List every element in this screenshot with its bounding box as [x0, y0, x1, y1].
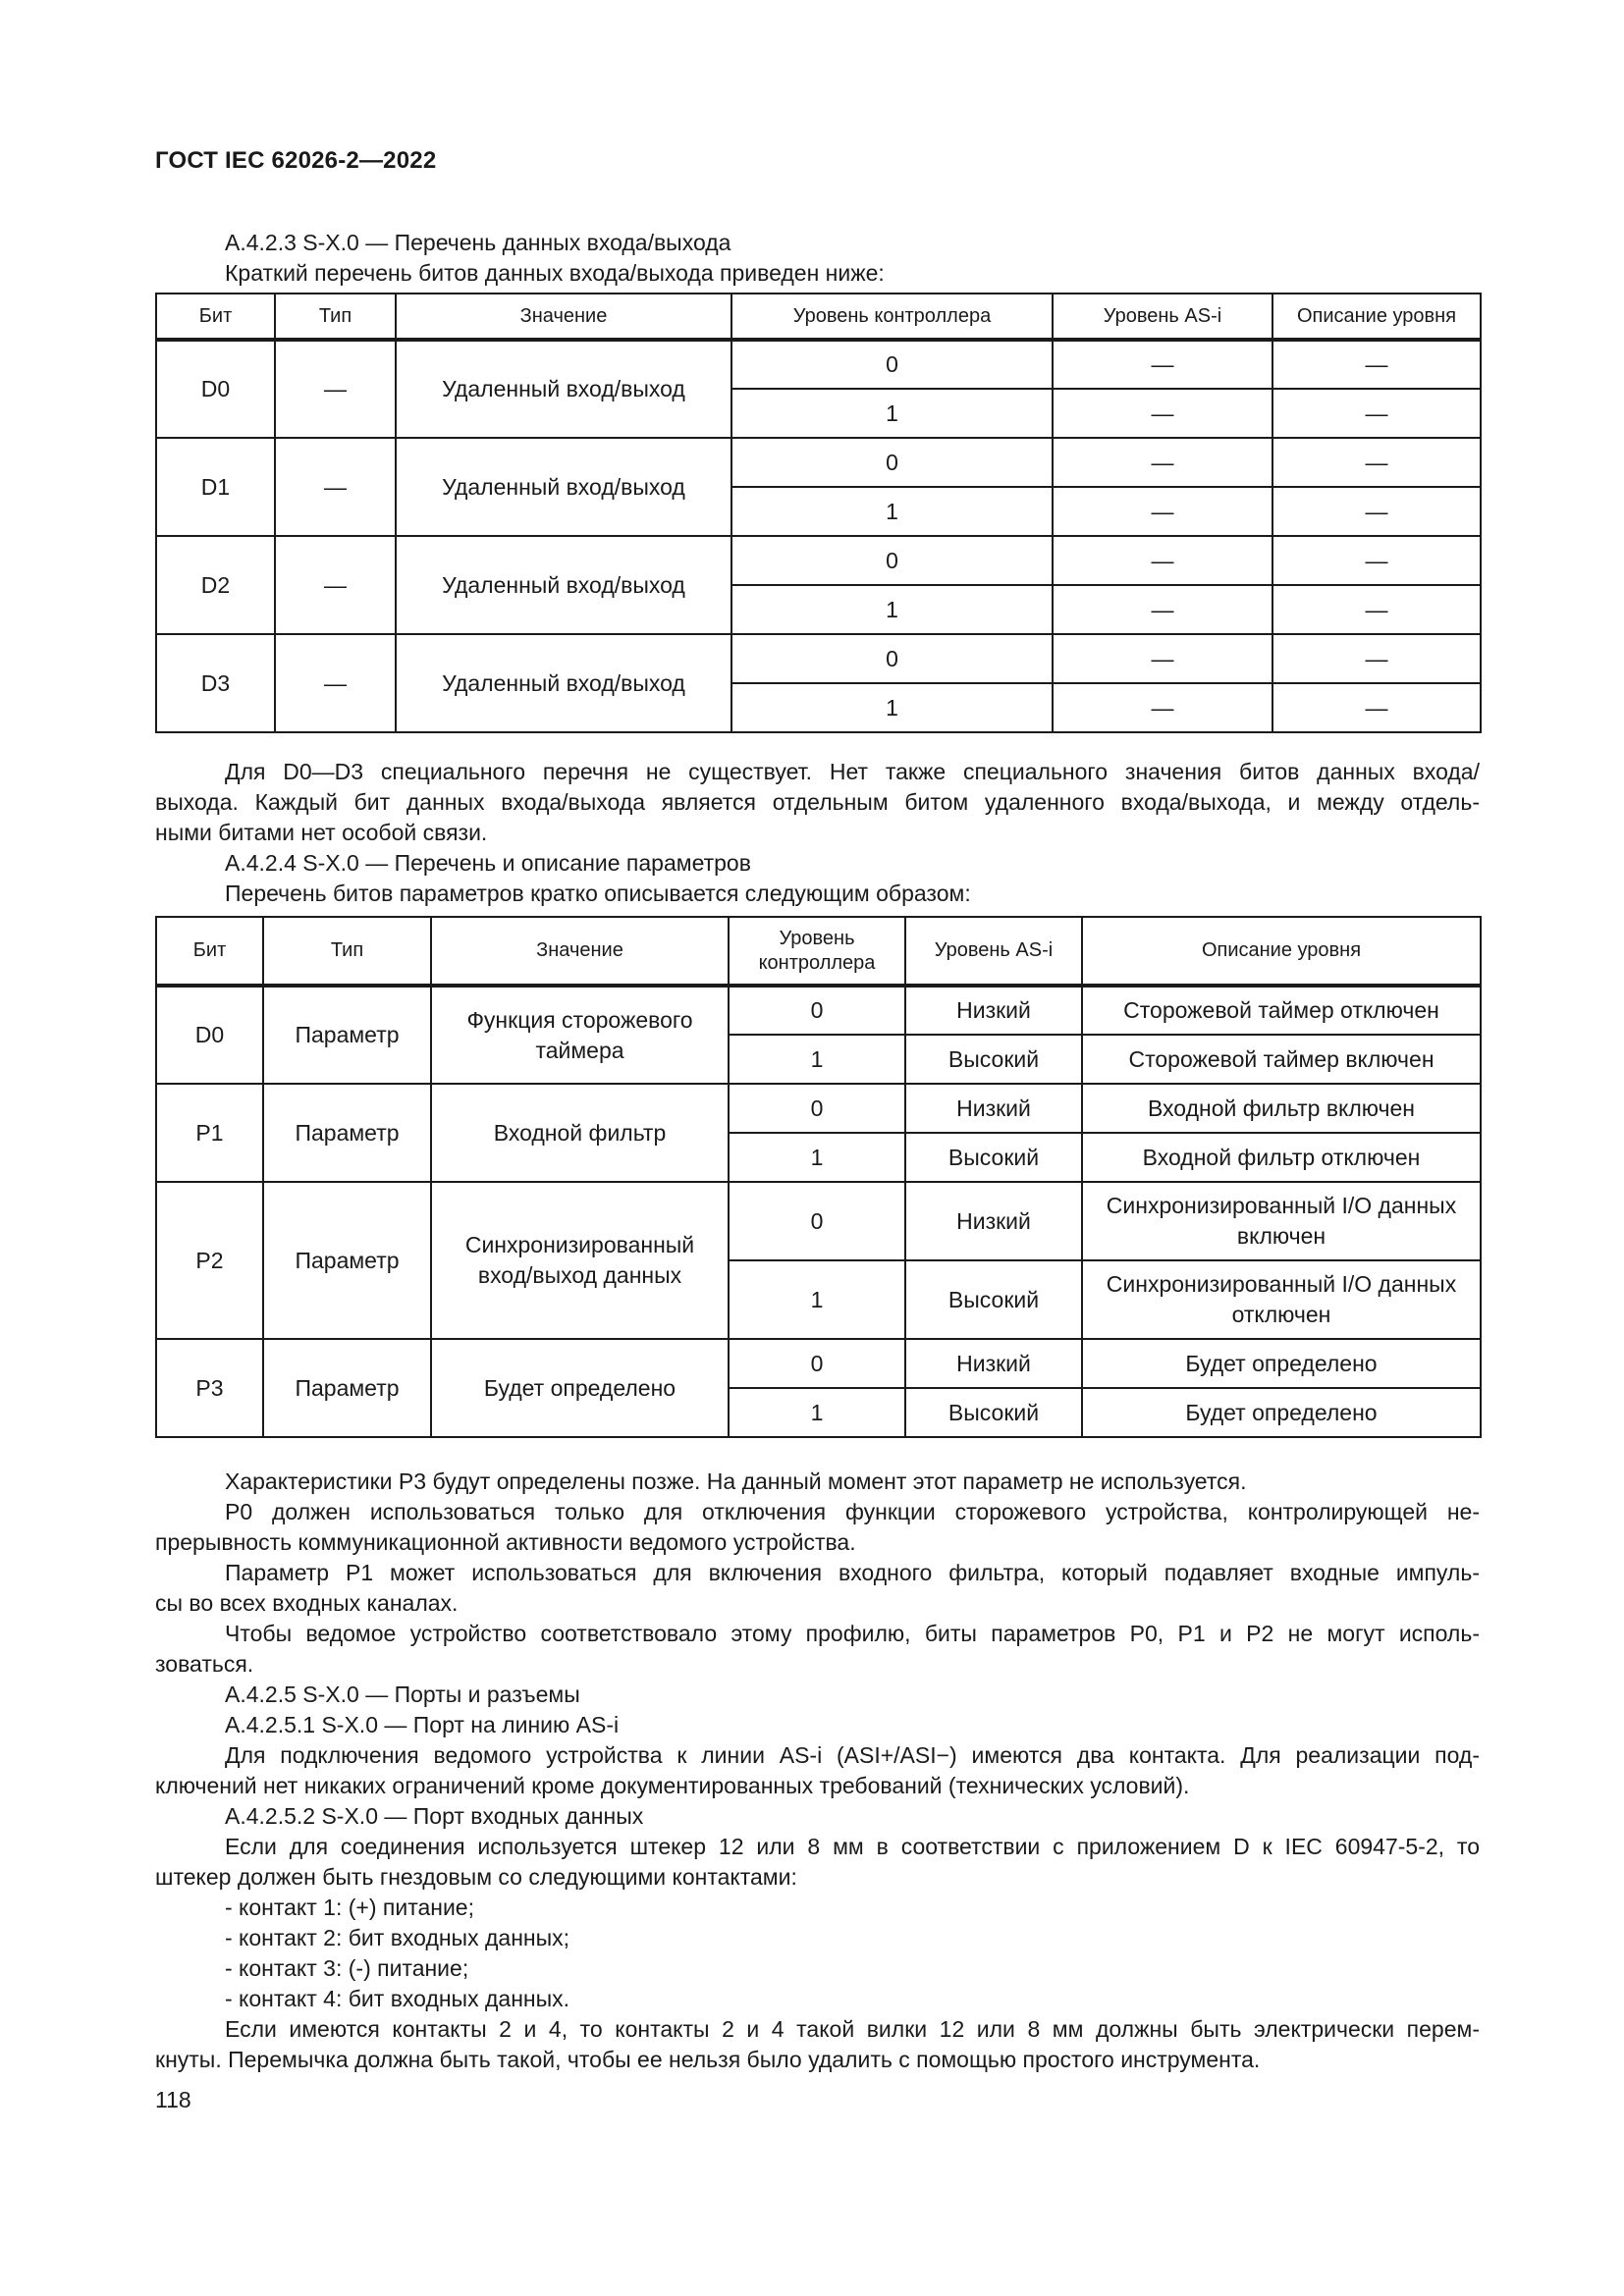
table-row — [156, 438, 1481, 487]
type-cell: — — [275, 340, 396, 438]
asi-level-cell: Высокий — [905, 1388, 1082, 1437]
io-data-table — [155, 293, 1482, 733]
controller-level-cell: 0 — [729, 1339, 905, 1388]
type-cell: Параметр — [263, 1182, 431, 1339]
type-cell: — — [275, 438, 396, 536]
paragraph-line: P0 должен использоваться только для отключения функции сторожевого устройства, контролирующей не- — [225, 1499, 1480, 1524]
meaning-cell: Удаленный вход/выход — [396, 634, 731, 732]
column-header: Уровень контроллера — [729, 917, 905, 986]
asi-level-cell: — — [1053, 536, 1272, 585]
level-description-cell: — — [1272, 634, 1481, 683]
controller-level-cell: 1 — [731, 585, 1053, 634]
column-header: Описание уровня — [1082, 917, 1481, 986]
paragraph-p1 — [155, 1558, 1480, 1619]
asi-level-cell: Низкий — [905, 1084, 1082, 1133]
paragraph-line: Параметр P1 может использоваться для включения входного фильтра, который подавляет входные импуль- — [225, 1560, 1480, 1585]
column-header: Значение — [396, 294, 731, 340]
level-description-cell: Сторожевой таймер включен — [1082, 1035, 1481, 1084]
meaning-cell: Входной фильтр — [431, 1084, 729, 1182]
paragraph-line: выхода. Каждый бит данных входа/выхода является отдельным битом удаленного входа/выхода, и между отдель- — [155, 789, 1480, 815]
paragraph-p3: Характеристики P3 будут определены позже. На данный момент этот параметр не используется. — [225, 1468, 1247, 1494]
bit-cell: D0 — [156, 986, 263, 1084]
paragraph-line: Для подключения ведомого устройства к линии AS-i (ASI+/ASI−) имеются два контакта. Для реализации под- — [225, 1742, 1480, 1768]
section-heading-a423: А.4.2.3 S-X.0 — Перечень данных входа/выхода — [225, 230, 731, 255]
paragraph-p0 — [155, 1497, 1480, 1558]
paragraph-line: зоваться. — [155, 1651, 254, 1677]
table-header-row — [156, 917, 1481, 986]
meaning-cell: Функция сторожевого таймера — [431, 986, 729, 1084]
section-heading-a425: А.4.2.5 S-X.0 — Порты и разъемы — [225, 1682, 580, 1707]
controller-level-cell: 0 — [729, 1084, 905, 1133]
level-description-cell: — — [1272, 487, 1481, 536]
bit-cell: D1 — [156, 438, 275, 536]
controller-level-cell: 0 — [731, 634, 1053, 683]
bit-cell: P3 — [156, 1339, 263, 1437]
bit-cell: D2 — [156, 536, 275, 634]
level-description-cell: Синхронизированный I/O данных включен — [1082, 1182, 1481, 1260]
asi-level-cell: — — [1053, 683, 1272, 732]
column-header: Тип — [275, 294, 396, 340]
asi-level-cell: Высокий — [905, 1260, 1082, 1339]
type-cell: — — [275, 634, 396, 732]
asi-level-cell: Высокий — [905, 1035, 1082, 1084]
page-number: 118 — [155, 2087, 191, 2112]
column-header: Уровень AS-i — [1053, 294, 1272, 340]
column-header: Уровень AS-i — [905, 917, 1082, 986]
level-description-cell: Входной фильтр отключен — [1082, 1133, 1481, 1182]
level-description-cell: — — [1272, 340, 1481, 389]
paragraph-line: ными битами нет особой связи. — [155, 820, 488, 845]
controller-level-cell: 1 — [729, 1388, 905, 1437]
column-header: Тип — [263, 917, 431, 986]
bit-cell: P2 — [156, 1182, 263, 1339]
meaning-cell: Удаленный вход/выход — [396, 536, 731, 634]
table-row — [156, 986, 1481, 1035]
level-description-cell: — — [1272, 585, 1481, 634]
column-header: Уровень контроллера — [731, 294, 1053, 340]
level-description-cell: — — [1272, 536, 1481, 585]
section-intro-a424: Перечень битов параметров кратко описывается следующим образом: — [225, 881, 971, 906]
column-header: Значение — [431, 917, 729, 986]
controller-level-cell: 0 — [729, 1182, 905, 1260]
paragraph-connector — [155, 1832, 1480, 1893]
controller-level-cell: 0 — [729, 986, 905, 1035]
asi-level-cell: Низкий — [905, 986, 1082, 1035]
asi-level-cell: — — [1053, 487, 1272, 536]
bit-cell: D0 — [156, 340, 275, 438]
paragraph-line: Если для соединения используется штекер 12 или 8 мм в соответствии с приложением D к IEC 60947-5-2, то — [225, 1834, 1480, 1859]
asi-level-cell: — — [1053, 634, 1272, 683]
table-row — [156, 634, 1481, 683]
paragraph-line: кнуты. Перемычка должна быть такой, чтобы ее нельзя было удалить с помощью простого инструмента. — [155, 2047, 1261, 2072]
type-cell: Параметр — [263, 986, 431, 1084]
paragraph-line: Если имеются контакты 2 и 4, то контакты 2 и 4 такой вилки 12 или 8 мм должны быть электрически перем- — [225, 2016, 1480, 2042]
level-description-cell: — — [1272, 683, 1481, 732]
paragraph-bits — [155, 1619, 1480, 1680]
type-cell: Параметр — [263, 1339, 431, 1437]
section-heading-a4252: А.4.2.5.2 S-X.0 — Порт входных данных — [225, 1803, 644, 1829]
list-item: - контакт 4: бит входных данных. — [225, 1986, 570, 2011]
bit-cell: P1 — [156, 1084, 263, 1182]
parameters-table — [155, 916, 1482, 1438]
asi-level-cell: — — [1053, 340, 1272, 389]
column-header: Бит — [156, 917, 263, 986]
list-item: - контакт 3: (-) питание; — [225, 1955, 469, 1981]
paragraph-asi-port — [155, 1740, 1480, 1801]
list-item: - контакт 1: (+) питание; — [225, 1895, 474, 1920]
level-description-cell: — — [1272, 438, 1481, 487]
meaning-cell: Удаленный вход/выход — [396, 340, 731, 438]
controller-level-cell: 1 — [731, 389, 1053, 438]
type-cell: — — [275, 536, 396, 634]
table-row — [156, 1084, 1481, 1133]
asi-level-cell: — — [1053, 438, 1272, 487]
level-description-cell: Синхронизированный I/O данных отключен — [1082, 1260, 1481, 1339]
meaning-cell: Удаленный вход/выход — [396, 438, 731, 536]
table-row — [156, 1182, 1481, 1260]
asi-level-cell: Низкий — [905, 1182, 1082, 1260]
controller-level-cell: 0 — [731, 340, 1053, 389]
column-header: Бит — [156, 294, 275, 340]
paragraph-line: Для D0—D3 специального перечня не существует. Нет также специального значения битов данных входа/ — [225, 759, 1480, 784]
section-intro-a423: Краткий перечень битов данных входа/выхода приведен ниже: — [225, 260, 885, 286]
controller-level-cell: 1 — [731, 487, 1053, 536]
document-header: ГОСТ IEC 62026-2—2022 — [155, 147, 437, 174]
meaning-cell: Будет определено — [431, 1339, 729, 1437]
section-heading-a4251: А.4.2.5.1 S-X.0 — Порт на линию AS-i — [225, 1712, 620, 1737]
paragraph-line: ключений нет никаких ограничений кроме документированных требований (технических условий). — [155, 1773, 1190, 1798]
paragraph-d0-d3 — [155, 757, 1480, 848]
table-row — [156, 1339, 1481, 1388]
paragraph-line: сы во всех входных каналах. — [155, 1590, 459, 1616]
asi-level-cell: Низкий — [905, 1339, 1082, 1388]
table-header-row — [156, 294, 1481, 340]
level-description-cell: Будет определено — [1082, 1388, 1481, 1437]
table-row — [156, 536, 1481, 585]
section-heading-a424: А.4.2.4 S-X.0 — Перечень и описание параметров — [225, 850, 751, 876]
level-description-cell: Входной фильтр включен — [1082, 1084, 1481, 1133]
controller-level-cell: 0 — [731, 438, 1053, 487]
meaning-cell: Синхронизированный вход/выход данных — [431, 1182, 729, 1339]
paragraph-line: Чтобы ведомое устройство соответствовало этому профилю, биты параметров P0, P1 и P2 не могут исполь- — [225, 1621, 1480, 1646]
paragraph-line: прерывность коммуникационной активности ведомого устройства. — [155, 1529, 856, 1555]
asi-level-cell: Высокий — [905, 1133, 1082, 1182]
controller-level-cell: 1 — [729, 1035, 905, 1084]
type-cell: Параметр — [263, 1084, 431, 1182]
controller-level-cell: 0 — [731, 536, 1053, 585]
bit-cell: D3 — [156, 634, 275, 732]
paragraph-line: штекер должен быть гнездовым со следующими контактами: — [155, 1864, 797, 1890]
controller-level-cell: 1 — [729, 1260, 905, 1339]
level-description-cell: Будет определено — [1082, 1339, 1481, 1388]
controller-level-cell: 1 — [731, 683, 1053, 732]
asi-level-cell: — — [1053, 585, 1272, 634]
column-header: Описание уровня — [1272, 294, 1481, 340]
list-item: - контакт 2: бит входных данных; — [225, 1925, 570, 1950]
asi-level-cell: — — [1053, 389, 1272, 438]
table-row — [156, 340, 1481, 389]
controller-level-cell: 1 — [729, 1133, 905, 1182]
paragraph-jumper — [155, 2014, 1480, 2075]
level-description-cell: — — [1272, 389, 1481, 438]
level-description-cell: Сторожевой таймер отключен — [1082, 986, 1481, 1035]
